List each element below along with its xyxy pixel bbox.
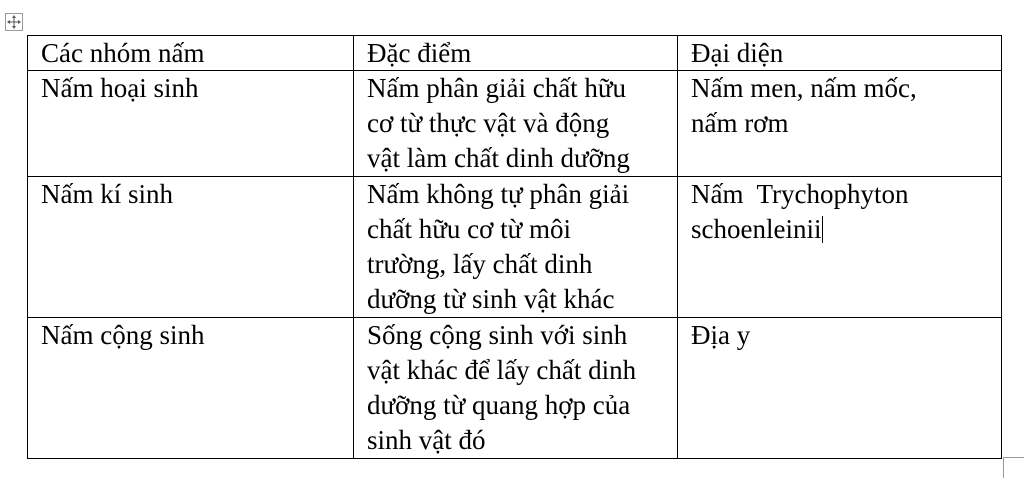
table-move-handle[interactable] — [5, 13, 23, 31]
header-cell-groups[interactable]: Các nhóm nấm — [28, 36, 354, 71]
text-cursor — [822, 216, 823, 243]
table-resize-icon[interactable] — [1003, 457, 1024, 478]
feature-cell[interactable] — [354, 177, 678, 318]
table-row — [28, 318, 1002, 459]
fungi-groups-table — [27, 35, 1002, 459]
feature-line: dưỡng từ sinh vật khác — [367, 284, 615, 314]
move-arrows-icon — [6, 14, 22, 30]
table-row — [28, 177, 1002, 318]
feature-cell[interactable] — [354, 71, 678, 177]
header-cell-features[interactable]: Đặc điểm — [354, 36, 678, 71]
feature-line: dưỡng từ quang hợp của — [367, 390, 631, 420]
feature-cell[interactable] — [354, 318, 678, 459]
example-line: schoenleinii — [691, 214, 822, 244]
feature-line: Nấm phân giải chất hữu — [367, 73, 627, 103]
group-cell[interactable]: Nấm cộng sinh — [28, 318, 354, 459]
example-cell[interactable] — [678, 318, 1002, 459]
feature-line: sinh vật đó — [367, 425, 486, 455]
table-header-row — [28, 36, 1002, 71]
feature-line: chất hữu cơ từ môi — [367, 214, 572, 244]
feature-line: vật khác để lấy chất dinh — [367, 355, 637, 385]
group-cell[interactable]: Nấm hoại sinh — [28, 71, 354, 177]
feature-line: Nấm không tự phân giải — [367, 179, 630, 209]
example-line: Nấm men, nấm mốc, — [691, 73, 917, 103]
example-cell[interactable] — [678, 71, 1002, 177]
feature-line: Sống cộng sinh với sinh — [367, 320, 628, 350]
feature-line: cơ từ thực vật và động — [367, 108, 610, 138]
header-cell-examples[interactable]: Đại diện — [678, 36, 1002, 71]
example-cell[interactable] — [678, 177, 1002, 318]
feature-line: trường, lấy chất dinh — [367, 249, 593, 279]
table-row — [28, 71, 1002, 177]
feature-line: vật làm chất dinh dưỡng — [367, 143, 630, 173]
group-cell[interactable]: Nấm kí sinh — [28, 177, 354, 318]
example-line: Địa y — [691, 320, 751, 350]
example-line: Nấm Trychophyton — [691, 179, 909, 209]
example-line: nấm rơm — [691, 108, 789, 138]
